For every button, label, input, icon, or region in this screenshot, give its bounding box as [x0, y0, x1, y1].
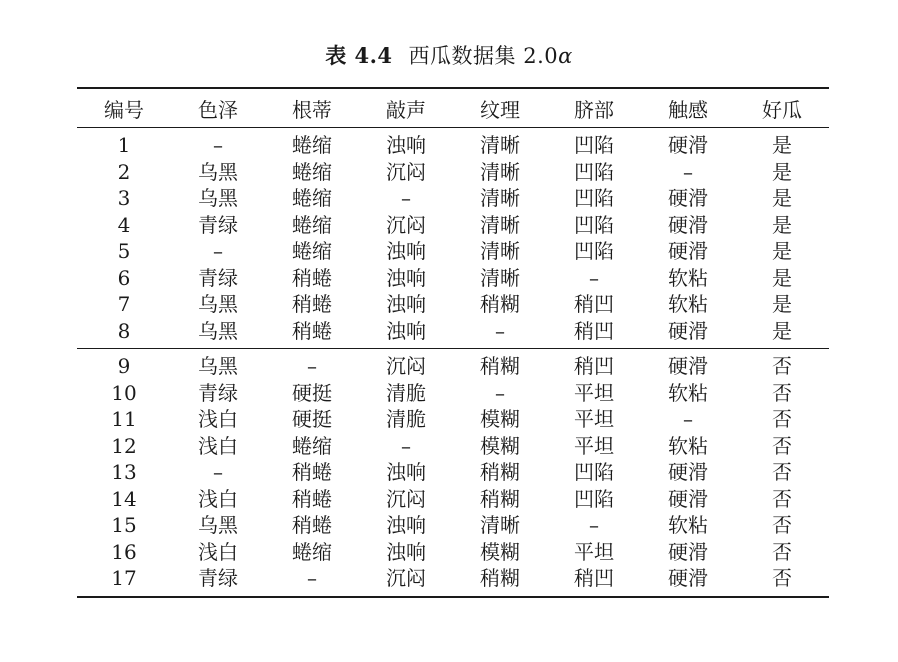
column-header-id: 编号	[104, 97, 144, 122]
table-cell: 凹陷	[574, 159, 614, 184]
table-cell: 软粘	[668, 513, 708, 537]
column-header-texture: 纹理	[480, 97, 520, 122]
table-row	[77, 565, 829, 592]
table-cell: 4	[117, 212, 131, 237]
table-cell: 蜷缩	[292, 539, 332, 564]
table-cell: 清晰	[480, 513, 520, 537]
table-row	[77, 265, 829, 292]
table-cell: 17	[111, 566, 137, 590]
column-header-navel: 脐部	[574, 97, 614, 122]
column-header-color: 色泽	[198, 97, 238, 122]
table-cell: 浅白	[198, 407, 238, 431]
table-cell: 16	[111, 539, 137, 564]
table-row	[77, 406, 829, 433]
table-cell: 稍蜷	[292, 513, 332, 537]
table-cell: 是	[772, 186, 792, 210]
data-table	[77, 89, 829, 127]
table-cell: 稍凹	[574, 318, 614, 343]
table-caption	[0, 40, 898, 70]
table-cell: 乌黑	[198, 513, 238, 537]
table-cell: 乌黑	[198, 292, 238, 316]
table-cell: 否	[772, 486, 792, 511]
bottom-rule	[77, 596, 829, 598]
table-cell: 15	[111, 513, 137, 537]
table-cell: 9	[117, 354, 131, 378]
table-row	[77, 185, 829, 212]
table-cell: 软粘	[668, 380, 708, 405]
table-row	[77, 318, 829, 345]
table-cell: 7	[117, 292, 131, 316]
table-cell: 青绿	[198, 566, 238, 590]
table-cell: 12	[111, 433, 137, 458]
table-cell: 清晰	[480, 265, 520, 290]
table-cell: 乌黑	[198, 159, 238, 184]
table-cell: 沉闷	[386, 159, 426, 184]
table-cell: –	[683, 159, 693, 184]
table-cell: –	[589, 265, 599, 290]
table-cell: 清晰	[480, 133, 520, 157]
table-cell: 平坦	[574, 407, 614, 431]
table-cell: 否	[772, 513, 792, 537]
table-cell: 稍蜷	[292, 486, 332, 511]
table-cell: 6	[117, 265, 131, 290]
table-cell: 是	[772, 133, 792, 157]
table-cell: –	[307, 566, 317, 590]
table-cell: 稍凹	[574, 566, 614, 590]
table-cell: 硬滑	[668, 539, 708, 564]
table-row	[77, 433, 829, 460]
table-row	[77, 459, 829, 486]
table-cell: 蜷缩	[292, 159, 332, 184]
table-cell: –	[213, 460, 223, 484]
table-row	[77, 291, 829, 318]
table-cell: 凹陷	[574, 186, 614, 210]
header-row	[77, 89, 829, 127]
table-cell: 浊响	[386, 460, 426, 484]
column-header-sound: 敲声	[386, 97, 426, 122]
table-cell: 硬滑	[668, 566, 708, 590]
table-cell: 硬滑	[668, 486, 708, 511]
table-cell: 蜷缩	[292, 186, 332, 210]
table-cell: 蜷缩	[292, 133, 332, 157]
table-cell: 稍凹	[574, 292, 614, 316]
table-cell: –	[495, 380, 505, 405]
table-row	[77, 159, 829, 186]
table-cell: 稍蜷	[292, 460, 332, 484]
table-cell: 是	[772, 292, 792, 316]
column-header-good: 好瓜	[762, 97, 802, 122]
table-cell: 浊响	[386, 133, 426, 157]
table-cell: 模糊	[480, 539, 520, 564]
table-cell: 硬滑	[668, 212, 708, 237]
table-cell: 蜷缩	[292, 212, 332, 237]
table-cell: 11	[111, 407, 137, 431]
table-cell: 否	[772, 433, 792, 458]
table-cell: 凹陷	[574, 133, 614, 157]
table-cell: –	[683, 407, 693, 431]
table-cell: 平坦	[574, 539, 614, 564]
table-cell: 浅白	[198, 539, 238, 564]
table-cell: 是	[772, 318, 792, 343]
table-cell: 8	[117, 318, 131, 343]
table-cell: 硬滑	[668, 318, 708, 343]
table-label: 表 4.4	[325, 43, 393, 68]
table-cell: 13	[111, 460, 137, 484]
table-cell: 凹陷	[574, 212, 614, 237]
table-cell: 硬滑	[668, 354, 708, 378]
table-cell: 浊响	[386, 539, 426, 564]
table-cell: 清晰	[480, 186, 520, 210]
table-row	[77, 212, 829, 239]
table-cell: 1	[117, 133, 131, 157]
table-cell: 青绿	[198, 265, 238, 290]
table-cell: 10	[111, 380, 137, 405]
table-cell: 软粘	[668, 265, 708, 290]
table-cell: 否	[772, 566, 792, 590]
table-cell: 浊响	[386, 265, 426, 290]
table-cell: 5	[117, 239, 131, 263]
table-cell: 平坦	[574, 433, 614, 458]
table-cell: 是	[772, 239, 792, 263]
table-cell: 硬挺	[292, 407, 332, 431]
group-good-table	[77, 132, 829, 344]
table-cell: 乌黑	[198, 354, 238, 378]
table-cell: 稍糊	[480, 486, 520, 511]
table-cell: 浅白	[198, 486, 238, 511]
column-header-touch: 触感	[668, 97, 708, 122]
table-row	[77, 512, 829, 539]
group-bad-table	[77, 353, 829, 592]
table-cell: 稍糊	[480, 460, 520, 484]
column-header-root: 根蒂	[292, 97, 332, 122]
table-row	[77, 353, 829, 380]
table-cell: 硬滑	[668, 239, 708, 263]
table-title: 西瓜数据集 2.0	[408, 44, 559, 68]
table-cell: 否	[772, 407, 792, 431]
table-cell: –	[401, 433, 411, 458]
table-cell: 浊响	[386, 318, 426, 343]
table-cell: 浅白	[198, 433, 238, 458]
table-cell: –	[401, 186, 411, 210]
table-cell: 沉闷	[386, 212, 426, 237]
table-cell: 稍蜷	[292, 265, 332, 290]
table-cell: 稍糊	[480, 292, 520, 316]
table-cell: 模糊	[480, 407, 520, 431]
table-cell: 蜷缩	[292, 433, 332, 458]
table-cell: 软粘	[668, 433, 708, 458]
table-row	[77, 380, 829, 407]
table-cell: 沉闷	[386, 354, 426, 378]
table-cell: 14	[111, 486, 137, 511]
table-row	[77, 486, 829, 513]
table-cell: 硬挺	[292, 380, 332, 405]
table-cell: 3	[117, 186, 131, 210]
table-cell: 否	[772, 460, 792, 484]
alpha-symbol: α	[558, 44, 573, 68]
table-cell: 否	[772, 539, 792, 564]
table-cell: 软粘	[668, 292, 708, 316]
table-cell: 硬滑	[668, 186, 708, 210]
table-cell: 否	[772, 354, 792, 378]
table-cell: 是	[772, 212, 792, 237]
table-cell: –	[589, 513, 599, 537]
table-cell: 稍糊	[480, 566, 520, 590]
table-cell: 浊响	[386, 292, 426, 316]
table-cell: 稍凹	[574, 354, 614, 378]
table-cell: 清脆	[386, 407, 426, 431]
table-cell: –	[213, 133, 223, 157]
table-cell: –	[213, 239, 223, 263]
table-cell: 浊响	[386, 513, 426, 537]
watermelon-table	[77, 87, 829, 598]
table-cell: 否	[772, 380, 792, 405]
table-row	[77, 238, 829, 265]
table-cell: 乌黑	[198, 318, 238, 343]
table-cell: 浊响	[386, 239, 426, 263]
table-cell: 2	[117, 159, 131, 184]
table-cell: 青绿	[198, 380, 238, 405]
table-cell: 硬滑	[668, 133, 708, 157]
table-cell: 沉闷	[386, 486, 426, 511]
table-cell: 乌黑	[198, 186, 238, 210]
table-cell: 是	[772, 265, 792, 290]
table-cell: 清晰	[480, 239, 520, 263]
table-cell: 稍糊	[480, 354, 520, 378]
table-cell: 凹陷	[574, 460, 614, 484]
table-cell: 模糊	[480, 433, 520, 458]
table-cell: 凹陷	[574, 486, 614, 511]
table-cell: –	[495, 318, 505, 343]
table-cell: 稍蜷	[292, 318, 332, 343]
table-cell: 沉闷	[386, 566, 426, 590]
table-cell: 蜷缩	[292, 239, 332, 263]
table-cell: 硬滑	[668, 460, 708, 484]
table-row	[77, 132, 829, 159]
table-cell: 平坦	[574, 380, 614, 405]
table-cell: 清脆	[386, 380, 426, 405]
table-cell: 稍蜷	[292, 292, 332, 316]
table-cell: 清晰	[480, 159, 520, 184]
table-cell: 清晰	[480, 212, 520, 237]
table-cell: 凹陷	[574, 239, 614, 263]
table-cell: 青绿	[198, 212, 238, 237]
table-row	[77, 539, 829, 566]
table-cell: 是	[772, 159, 792, 184]
table-cell: –	[307, 354, 317, 378]
